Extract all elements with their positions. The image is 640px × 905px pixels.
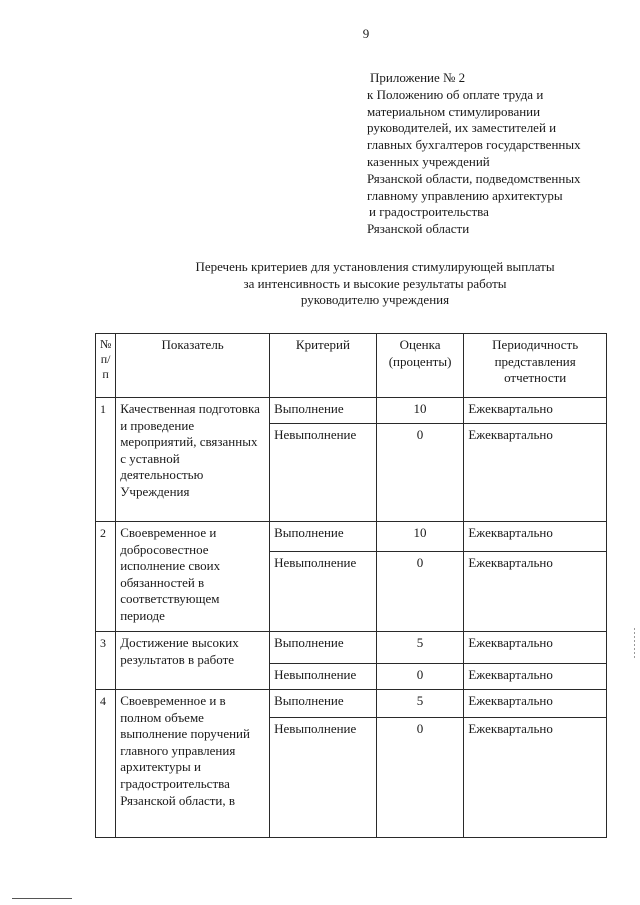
table-row	[96, 632, 607, 664]
appendix-line: главному управлению архитектуры	[367, 187, 563, 203]
row-criterion: Невыполнение	[270, 552, 377, 632]
row-periodicity: Ежеквартально	[464, 424, 607, 522]
row-indicator: Достижение высоких результатов в работе	[116, 632, 270, 690]
title-line: за интенсивность и высокие результаты работы	[243, 275, 507, 291]
row-number: 3	[96, 632, 116, 690]
row-score: 10	[376, 398, 464, 424]
title-line: Перечень критериев для установления стимулирующей выплаты	[195, 259, 555, 274]
row-score: 0	[376, 552, 464, 632]
header-criterion: Критерий	[270, 334, 377, 398]
row-criterion: Невыполнение	[270, 664, 377, 690]
criteria-table	[95, 333, 607, 838]
appendix-line: Рязанской области, подведомственных	[367, 170, 581, 186]
appendix-line: и градостроительства	[369, 204, 489, 220]
row-indicator: Своевременное и в полном объеме выполнение поручений главного управления архитектуры и градостроительства Рязанской области, в	[116, 690, 270, 838]
header-indicator: Показатель	[116, 334, 270, 398]
row-criterion: Невыполнение	[270, 718, 377, 838]
document-title	[140, 259, 610, 309]
appendix-line: Рязанской области	[367, 221, 470, 237]
row-score: 10	[376, 522, 464, 552]
header-num: № п/п	[96, 334, 116, 398]
table-header-row	[96, 334, 607, 398]
header-periodicity: Периодичность представления отчетности	[464, 334, 607, 398]
row-periodicity: Ежеквартально	[464, 664, 607, 690]
row-periodicity: Ежеквартально	[464, 522, 607, 552]
row-periodicity: Ежеквартально	[464, 632, 607, 664]
appendix-title: Приложение № 2	[370, 70, 466, 85]
scan-edge-mark	[634, 628, 635, 658]
row-indicator: Своевременное и добросовестное исполнение своих обязанностей в соответствующем периоде	[116, 522, 270, 632]
row-criterion: Выполнение	[270, 690, 377, 718]
appendix-line: материальном стимулировании	[367, 103, 541, 119]
row-number: 1	[96, 398, 116, 522]
row-periodicity: Ежеквартально	[464, 718, 607, 838]
appendix-line: руководителей, их заместителей и	[367, 120, 557, 136]
appendix-line: главных бухгалтеров государственных	[367, 137, 581, 153]
row-periodicity: Ежеквартально	[464, 690, 607, 718]
row-criterion: Выполнение	[270, 632, 377, 664]
table-row	[96, 690, 607, 718]
row-score: 0	[376, 424, 464, 522]
appendix-line: к Положению об оплате труда и	[367, 86, 544, 102]
row-criterion: Выполнение	[270, 522, 377, 552]
row-indicator: Качественная подготовка и проведение мероприятий, связанных с уставной деятельностью Учреждения	[116, 398, 270, 522]
row-score: 0	[376, 718, 464, 838]
row-criterion: Выполнение	[270, 398, 377, 424]
row-number: 4	[96, 690, 116, 838]
table-row	[96, 522, 607, 552]
bottom-divider	[12, 898, 72, 899]
row-periodicity: Ежеквартально	[464, 398, 607, 424]
header-score: Оценка (проценты)	[376, 334, 464, 398]
title-line: руководителю учреждения	[300, 292, 450, 307]
row-score: 5	[376, 632, 464, 664]
row-periodicity: Ежеквартально	[464, 552, 607, 632]
row-criterion: Невыполнение	[270, 424, 377, 522]
table-row	[96, 398, 607, 424]
appendix-line: казенных учреждений	[367, 153, 490, 169]
appendix-header	[367, 70, 629, 238]
row-number: 2	[96, 522, 116, 632]
row-score: 0	[376, 664, 464, 690]
row-score: 5	[376, 690, 464, 718]
page-number: 9	[362, 26, 370, 41]
